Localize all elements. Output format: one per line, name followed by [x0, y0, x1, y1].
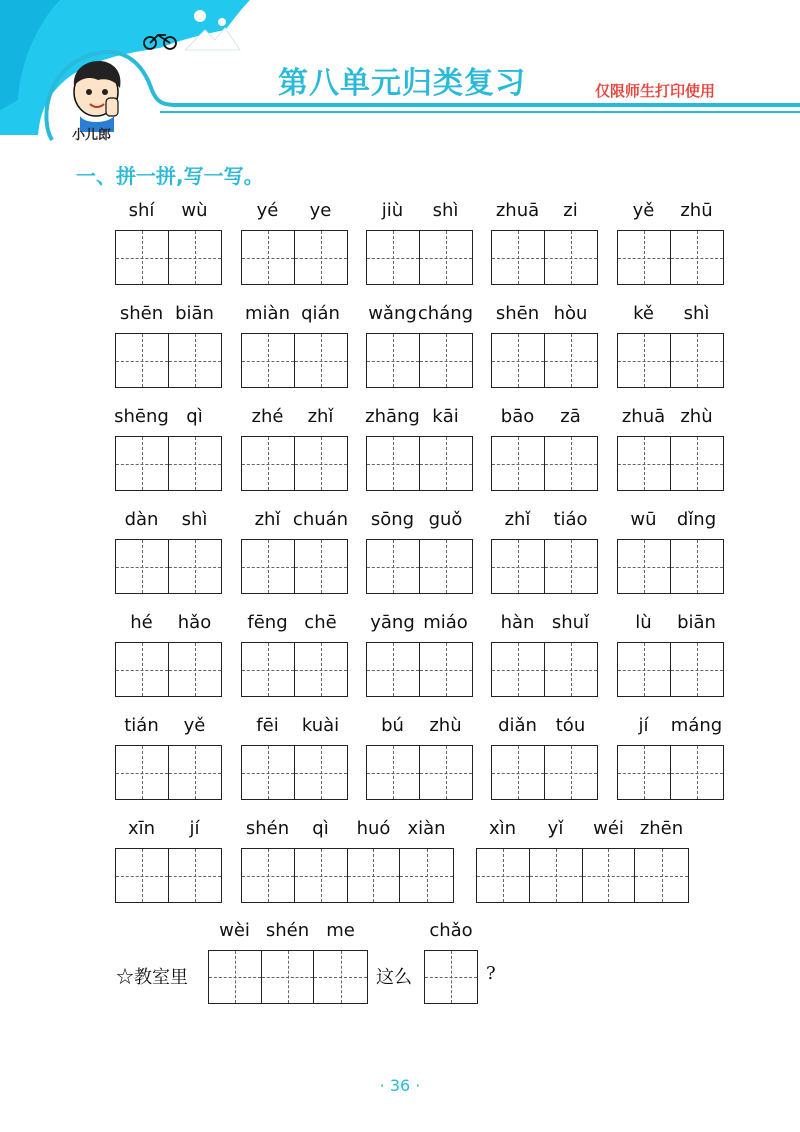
pinyin-syllable: yě	[632, 200, 655, 221]
writing-grid[interactable]	[366, 436, 473, 491]
writing-cell[interactable]	[295, 437, 348, 490]
writing-cell[interactable]	[420, 231, 473, 284]
writing-cell[interactable]	[367, 746, 420, 799]
pinyin-syllable: jí	[638, 715, 649, 736]
writing-grid[interactable]	[115, 539, 222, 594]
writing-grid[interactable]	[491, 333, 598, 388]
writing-cell[interactable]	[492, 437, 545, 490]
section-title: 一、拼一拼,写一写。	[76, 164, 264, 188]
writing-grid[interactable]	[617, 333, 724, 388]
pinyin-syllable: jiù	[381, 200, 404, 221]
writing-cell[interactable]	[169, 746, 222, 799]
pinyin-syllable: yǐ	[547, 818, 564, 839]
writing-cell[interactable]	[583, 849, 636, 902]
writing-cell[interactable]	[367, 437, 420, 490]
writing-grid[interactable]	[617, 642, 724, 697]
pinyin-syllable: hòu	[553, 303, 588, 324]
writing-cell[interactable]	[492, 334, 545, 387]
writing-cell[interactable]	[367, 334, 420, 387]
pinyin-syllable: me	[326, 920, 355, 941]
pinyin-syllable: bú	[381, 715, 404, 736]
pinyin-syllable: chuán	[292, 509, 349, 530]
writing-grid[interactable]	[491, 642, 598, 697]
pinyin-syllable: shén	[265, 920, 310, 941]
writing-grid[interactable]	[476, 848, 689, 903]
writing-cell[interactable]	[116, 540, 169, 593]
writing-cell[interactable]	[169, 334, 222, 387]
pinyin-syllable: wǎng	[368, 303, 417, 324]
pinyin-syllable: yāng	[370, 612, 415, 633]
writing-grid[interactable]	[617, 436, 724, 491]
pinyin-syllable: wéi	[593, 818, 624, 839]
pinyin-syllable: shēn	[495, 303, 540, 324]
pinyin-syllable: yě	[183, 715, 206, 736]
pinyin-syllable: dàn	[124, 509, 159, 530]
writing-cell[interactable]	[545, 540, 598, 593]
pinyin-syllable: zhǐ	[504, 509, 531, 530]
writing-cell[interactable]	[545, 231, 598, 284]
pinyin-syllable: qián	[301, 303, 340, 324]
pinyin-syllable: qì	[186, 406, 203, 427]
writing-cell[interactable]	[671, 746, 724, 799]
pinyin-syllable: chē	[304, 612, 337, 633]
writing-cell[interactable]	[169, 540, 222, 593]
writing-cell[interactable]	[242, 334, 295, 387]
writing-cell[interactable]	[545, 643, 598, 696]
writing-cell[interactable]	[477, 849, 530, 902]
pinyin-syllable: shì	[683, 303, 710, 324]
writing-cell[interactable]	[116, 849, 169, 902]
writing-grid[interactable]	[491, 436, 598, 491]
writing-cell[interactable]	[295, 540, 348, 593]
writing-grid[interactable]	[241, 745, 348, 800]
pinyin-syllable: bāo	[500, 406, 535, 427]
pinyin-syllable: shí	[128, 200, 155, 221]
writing-cell[interactable]	[545, 437, 598, 490]
pinyin-syllable: zhù	[680, 406, 713, 427]
pinyin-syllable: fēng	[247, 612, 288, 633]
writing-cell[interactable]	[635, 849, 688, 902]
pinyin-syllable: zhù	[429, 715, 462, 736]
writing-cell[interactable]	[367, 540, 420, 593]
writing-cell[interactable]	[618, 540, 671, 593]
pinyin-syllable: shuǐ	[551, 612, 590, 633]
pinyin-syllable: zi	[563, 200, 578, 221]
writing-cell[interactable]	[400, 849, 453, 902]
writing-cell[interactable]	[295, 849, 348, 902]
pinyin-syllable: zā	[560, 406, 581, 427]
writing-cell[interactable]	[242, 643, 295, 696]
pinyin-syllable: shēng	[114, 406, 169, 427]
writing-grid[interactable]	[491, 539, 598, 594]
writing-grid[interactable]	[115, 436, 222, 491]
pinyin-syllable: lù	[635, 612, 652, 633]
writing-cell[interactable]	[367, 231, 420, 284]
pinyin-syllable: shì	[432, 200, 459, 221]
pinyin-syllable: miàn	[245, 303, 290, 324]
pinyin-syllable: xīn	[127, 818, 156, 839]
writing-cell[interactable]	[420, 540, 473, 593]
writing-grid[interactable]	[241, 642, 348, 697]
writing-cell[interactable]	[545, 334, 598, 387]
pinyin-syllable: wù	[181, 200, 208, 221]
writing-grid[interactable]	[208, 950, 368, 1004]
pinyin-syllable: hàn	[500, 612, 535, 633]
sentence-suffix: ?	[486, 963, 496, 984]
pinyin-syllable: diǎn	[498, 715, 537, 736]
pinyin-syllable: zhuā	[621, 406, 666, 427]
writing-cell[interactable]	[116, 231, 169, 284]
writing-grid[interactable]	[617, 230, 724, 285]
writing-grid[interactable]	[366, 230, 473, 285]
writing-cell[interactable]	[618, 746, 671, 799]
writing-cell[interactable]	[242, 540, 295, 593]
pinyin-syllable: máng	[670, 715, 723, 736]
writing-cell[interactable]	[420, 643, 473, 696]
pinyin-syllable: huó	[356, 818, 391, 839]
writing-cell[interactable]	[295, 334, 348, 387]
writing-cell[interactable]	[242, 231, 295, 284]
pinyin-syllable: zhé	[251, 406, 284, 427]
writing-grid[interactable]	[241, 848, 454, 903]
pinyin-syllable: hǎo	[177, 612, 212, 633]
writing-cell[interactable]	[530, 849, 583, 902]
pinyin-syllable: wèi	[219, 920, 250, 941]
boy-mascot-icon	[62, 52, 132, 132]
writing-grid[interactable]	[617, 539, 724, 594]
writing-grid[interactable]	[115, 230, 222, 285]
pinyin-syllable: zhuā	[495, 200, 540, 221]
page-number: · 36 ·	[379, 1076, 421, 1095]
pinyin-syllable: kě	[633, 303, 654, 324]
writing-cell[interactable]	[116, 746, 169, 799]
pinyin-syllable: chǎo	[429, 920, 473, 941]
writing-grid[interactable]	[366, 642, 473, 697]
pinyin-syllable: xiàn	[407, 818, 446, 839]
mascot-label: 小儿郎	[72, 128, 112, 143]
writing-cell[interactable]	[348, 849, 401, 902]
writing-grid[interactable]	[491, 745, 598, 800]
writing-cell[interactable]	[116, 334, 169, 387]
writing-cell[interactable]	[492, 643, 545, 696]
writing-cell[interactable]	[116, 437, 169, 490]
sentence-middle: 这么	[376, 967, 412, 988]
pinyin-syllable: sōng	[370, 509, 415, 530]
pinyin-syllable: kāi	[432, 406, 459, 427]
pinyin-syllable: cháng	[417, 303, 474, 324]
pinyin-syllable: hé	[130, 612, 153, 633]
pinyin-syllable: biān	[677, 612, 716, 633]
writing-cell[interactable]	[671, 231, 724, 284]
writing-grid[interactable]	[491, 230, 598, 285]
writing-cell[interactable]	[420, 437, 473, 490]
writing-grid[interactable]	[115, 642, 222, 697]
writing-cell[interactable]	[671, 643, 724, 696]
writing-grid[interactable]	[241, 333, 348, 388]
writing-grid[interactable]	[617, 745, 724, 800]
writing-cell[interactable]	[242, 849, 295, 902]
pinyin-syllable: guǒ	[428, 509, 463, 530]
pinyin-syllable: tián	[124, 715, 159, 736]
writing-cell[interactable]	[492, 231, 545, 284]
writing-cell[interactable]	[314, 951, 367, 1003]
pinyin-syllable: wū	[630, 509, 657, 530]
writing-grid[interactable]	[115, 745, 222, 800]
writing-cell[interactable]	[420, 746, 473, 799]
pinyin-syllable: tiáo	[553, 509, 588, 530]
writing-cell[interactable]	[295, 643, 348, 696]
writing-cell[interactable]	[169, 437, 222, 490]
print-notice: 仅限师生打印使用	[595, 82, 716, 100]
pinyin-syllable: fēi	[256, 715, 279, 736]
writing-cell[interactable]	[169, 849, 222, 902]
writing-cell[interactable]	[262, 951, 315, 1003]
writing-grid[interactable]	[424, 950, 478, 1004]
writing-grid[interactable]	[366, 333, 473, 388]
writing-cell[interactable]	[618, 643, 671, 696]
pinyin-syllable: zhǐ	[254, 509, 281, 530]
pinyin-syllable: qì	[312, 818, 329, 839]
pinyin-syllable: zhǐ	[307, 406, 334, 427]
pinyin-syllable: zhū	[680, 200, 713, 221]
writing-cell[interactable]	[671, 540, 724, 593]
pinyin-syllable: shì	[181, 509, 208, 530]
writing-cell[interactable]	[618, 334, 671, 387]
pinyin-syllable: zhāng	[365, 406, 420, 427]
writing-cell[interactable]	[242, 746, 295, 799]
writing-grid[interactable]	[366, 539, 473, 594]
writing-cell[interactable]	[116, 643, 169, 696]
pinyin-syllable: miáo	[423, 612, 468, 633]
writing-grid[interactable]	[115, 848, 222, 903]
writing-cell[interactable]	[492, 746, 545, 799]
sentence-prefix: ☆教室里	[116, 967, 188, 988]
pinyin-syllable: zhēn	[639, 818, 684, 839]
writing-cell[interactable]	[618, 231, 671, 284]
pinyin-syllable: kuài	[301, 715, 340, 736]
page-title: 第八单元归类复习	[278, 66, 526, 101]
writing-cell[interactable]	[420, 334, 473, 387]
writing-cell[interactable]	[169, 643, 222, 696]
writing-cell[interactable]	[242, 437, 295, 490]
writing-grid[interactable]	[241, 230, 348, 285]
writing-cell[interactable]	[425, 951, 477, 1003]
pinyin-syllable: shēn	[119, 303, 164, 324]
writing-cell[interactable]	[618, 437, 671, 490]
writing-cell[interactable]	[671, 437, 724, 490]
pinyin-syllable: yé	[256, 200, 279, 221]
pinyin-syllable: xìn	[488, 818, 517, 839]
writing-grid[interactable]	[241, 436, 348, 491]
writing-cell[interactable]	[209, 951, 262, 1003]
writing-grid[interactable]	[115, 333, 222, 388]
writing-cell[interactable]	[295, 231, 348, 284]
writing-grid[interactable]	[366, 745, 473, 800]
pinyin-syllable: shén	[245, 818, 290, 839]
pinyin-syllable: dǐng	[676, 509, 717, 530]
writing-cell[interactable]	[671, 334, 724, 387]
pinyin-syllable: tóu	[555, 715, 586, 736]
pinyin-syllable: jí	[189, 818, 200, 839]
writing-cell[interactable]	[492, 540, 545, 593]
writing-grid[interactable]	[241, 539, 348, 594]
pinyin-syllable: ye	[309, 200, 332, 221]
writing-cell[interactable]	[367, 643, 420, 696]
pinyin-syllable: biān	[175, 303, 214, 324]
writing-cell[interactable]	[545, 746, 598, 799]
writing-cell[interactable]	[169, 231, 222, 284]
writing-cell[interactable]	[295, 746, 348, 799]
